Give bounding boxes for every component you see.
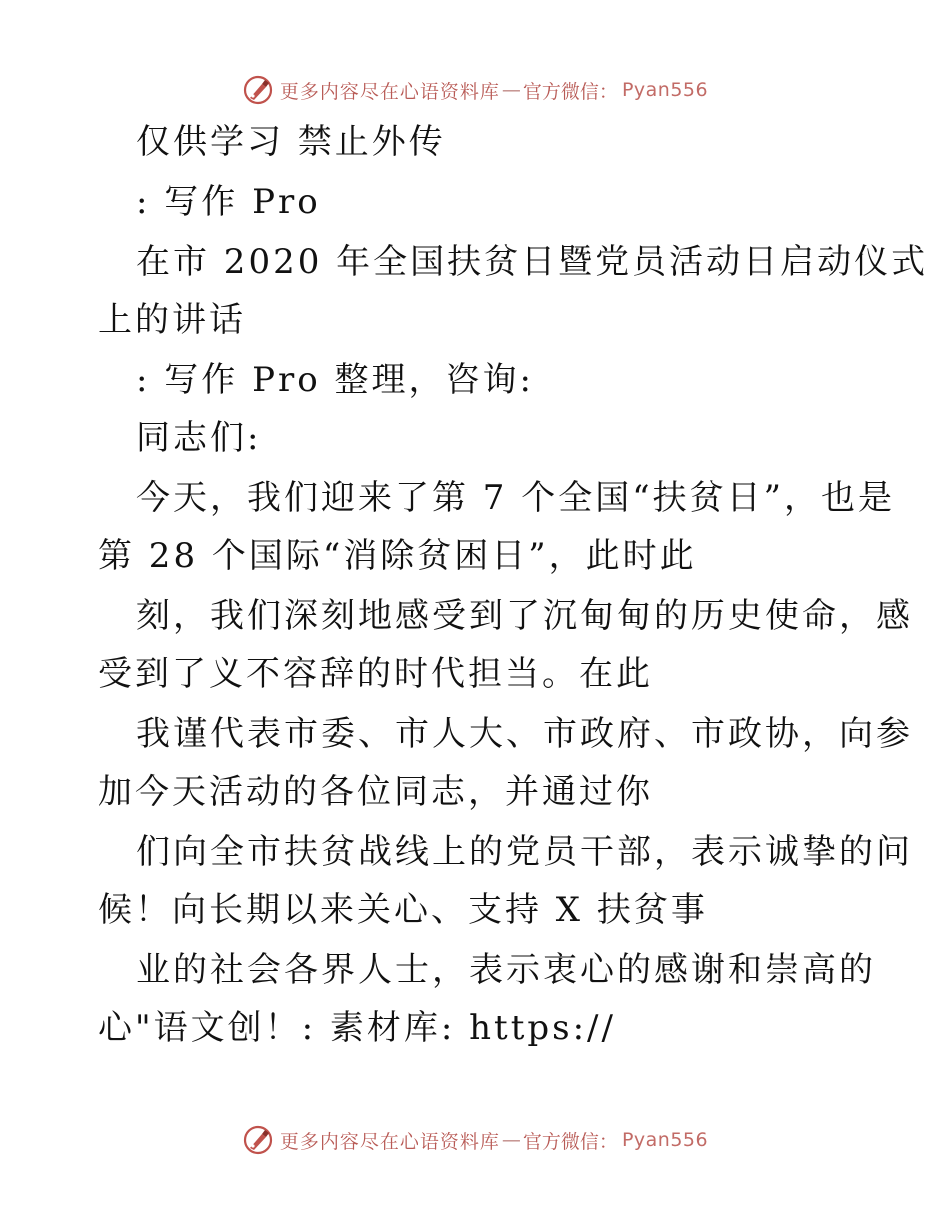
doc-line: : 写作 Pro 整理，咨询: bbox=[136, 360, 534, 400]
watermark-footer bbox=[0, 1120, 950, 1160]
doc-line: 同志们: bbox=[136, 418, 262, 458]
pen-logo-icon bbox=[242, 74, 274, 106]
doc-line: 业的社会各界人士，表示衷心的感谢和崇高的 bbox=[136, 950, 876, 990]
pen-logo-icon bbox=[242, 1124, 274, 1156]
watermark-label: 官方微信： bbox=[522, 80, 618, 103]
doc-line: 仅供学习 禁止外传 bbox=[136, 122, 446, 162]
doc-line: 们向全市扶贫战线上的党员干部，表示诚挚的问 bbox=[136, 832, 913, 872]
watermark-dash: — bbox=[501, 79, 521, 101]
doc-line: 心"语文创！: 素材库: https:// bbox=[98, 1008, 616, 1048]
watermark-text: 更多内容尽在心语资料库 bbox=[279, 80, 500, 103]
doc-line: 候！向长期以来关心、支持 X 扶贫事 bbox=[98, 890, 708, 930]
doc-line: 今天，我们迎来了第 7 个全国“扶贫日”，也是 bbox=[136, 478, 896, 518]
watermark-text: 更多内容尽在心语资料库 bbox=[279, 1130, 500, 1153]
doc-line: 刻，我们深刻地感受到了沉甸甸的历史使命，感 bbox=[136, 596, 913, 636]
doc-line: 受到了义不容辞的时代担当。在此 bbox=[98, 654, 653, 694]
doc-line: 加今天活动的各位同志，并通过你 bbox=[98, 772, 653, 812]
watermark-label: 官方微信： bbox=[522, 1130, 618, 1153]
watermark-id: Pyan556 bbox=[621, 79, 709, 101]
watermark-header bbox=[0, 70, 950, 110]
watermark-dash: — bbox=[501, 1129, 521, 1151]
doc-line: : 写作 Pro bbox=[136, 182, 321, 222]
doc-line: 第 28 个国际“消除贫困日”，此时此 bbox=[98, 536, 697, 576]
doc-line: 在市 2020 年全国扶贫日暨党员活动日启动仪式 bbox=[136, 242, 929, 282]
doc-line: 我谨代表市委、市人大、市政府、市政协，向参 bbox=[136, 714, 913, 754]
watermark-id: Pyan556 bbox=[621, 1129, 709, 1151]
doc-line: 上的讲话 bbox=[98, 300, 246, 340]
